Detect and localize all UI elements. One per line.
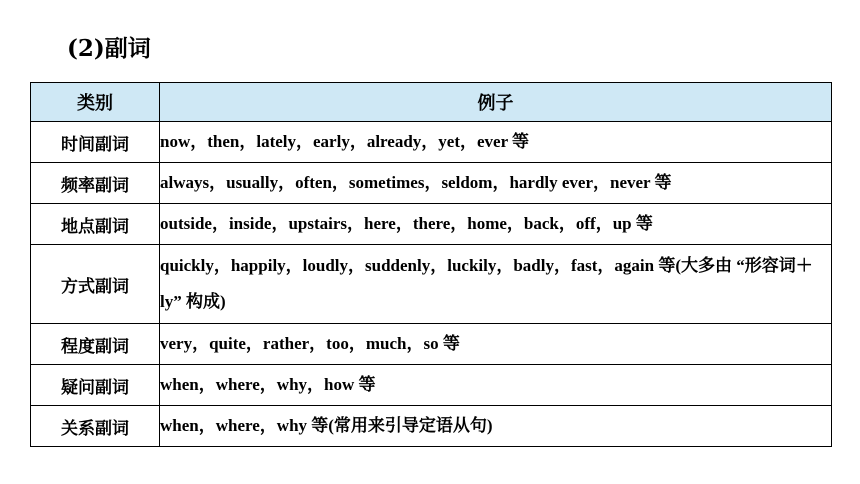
header-example: 例子 <box>160 83 832 122</box>
table-row <box>31 324 832 365</box>
category-cell: 关系副词 <box>31 406 160 447</box>
section-title: (2)副词 <box>67 35 151 62</box>
table-row <box>31 245 832 324</box>
table-row <box>31 406 832 447</box>
table-row <box>31 163 832 204</box>
header-category: 类别 <box>31 83 160 122</box>
adverb-table <box>30 82 832 447</box>
table-header-row <box>31 83 832 122</box>
table-row <box>31 122 832 163</box>
example-cell: now，then，lately，early，already，yet，ever 等 <box>160 122 832 163</box>
category-cell: 疑问副词 <box>31 365 160 406</box>
category-cell: 程度副词 <box>31 324 160 365</box>
category-cell: 频率副词 <box>31 163 160 204</box>
category-cell: 时间副词 <box>31 122 160 163</box>
example-cell: always，usually，often，sometimes，seldom，hardly ever，never 等 <box>160 163 832 204</box>
table-row <box>31 365 832 406</box>
table-row <box>31 204 832 245</box>
example-cell: when，where，why，how 等 <box>160 365 832 406</box>
category-cell: 方式副词 <box>31 245 160 324</box>
example-cell: outside，inside，upstairs，here，there，home，back，off，up 等 <box>160 204 832 245</box>
category-cell: 地点副词 <box>31 204 160 245</box>
example-cell: when，where，why 等(常用来引导定语从句) <box>160 406 832 447</box>
example-cell: quickly，happily，loudly，suddenly，luckily，badly，fast，again 等(大多由 “形容词＋ly” 构成) <box>160 245 832 324</box>
example-cell: very，quite，rather，too，much，so 等 <box>160 324 832 365</box>
